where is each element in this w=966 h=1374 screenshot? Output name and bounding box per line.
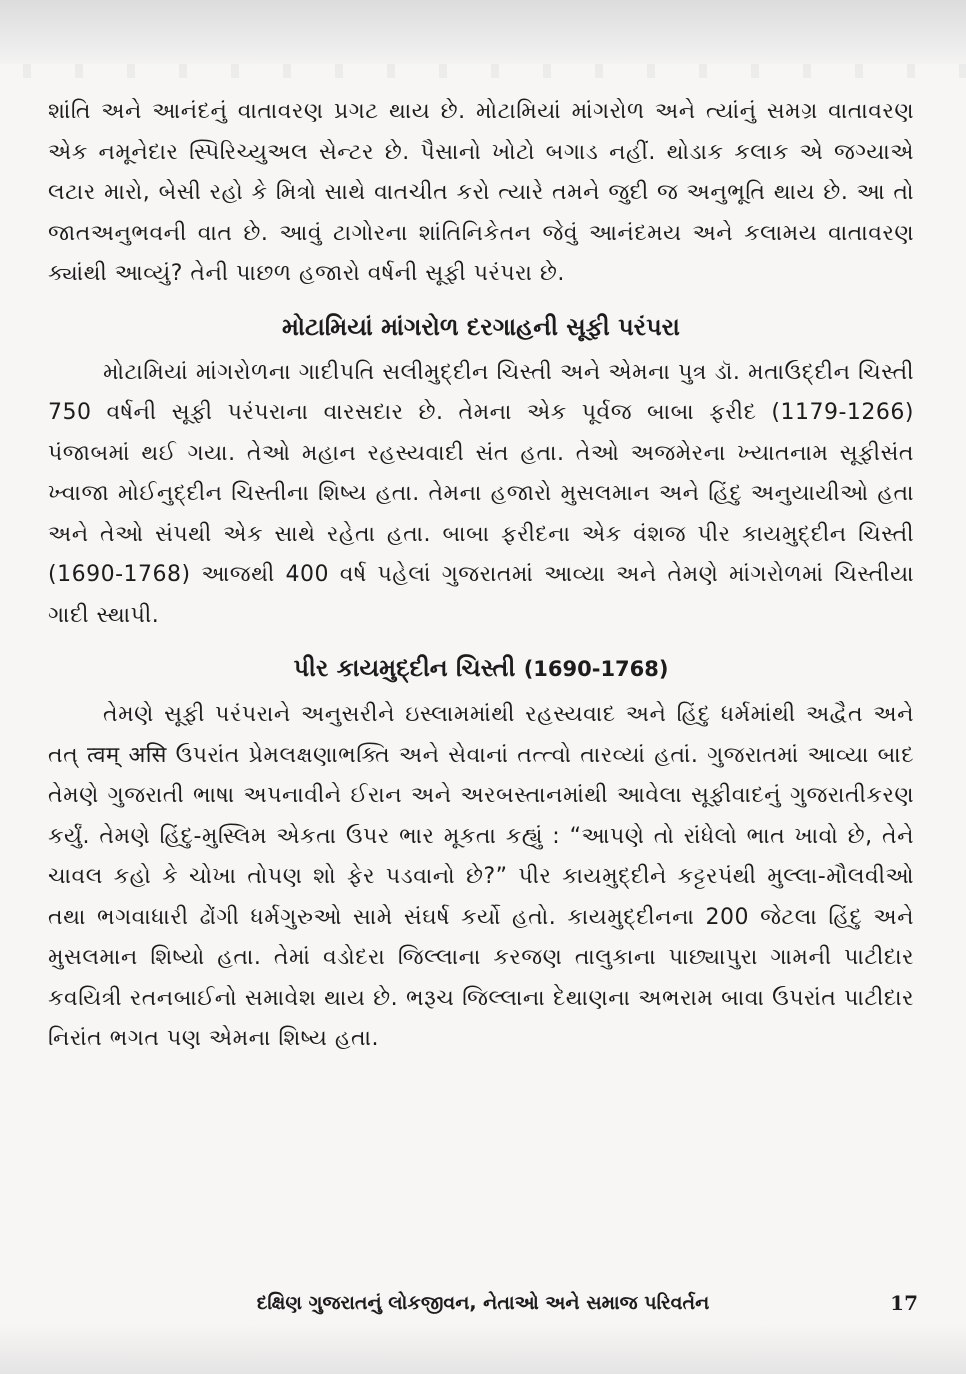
section-heading-pir-text: પીર કાયમુદ્દીન ચિસ્તી	[293, 654, 516, 682]
section-heading-dargah-text: મોટામિયાં માંગરોળ દરગાહની સૂફી પરંપરા	[282, 312, 680, 341]
body-paragraph-3: તેમણે સૂફી પરંપરાને અનુસરીને ઇસ્લામમાંથી રહસ્યવાદ અને હિંદુ ધર્મમાંથી અદ્વૈત અને તત્ त्वम् असि ઉપરાંત પ્રેમલક્ષણાભક્તિ અને સેવાનાં તત્ત્વો તારવ્યાં હતાં. ગુજરાતમાં આવ્યા બાદ તેમણે ગુજરાતી ભાષા અપનાવીને ઈરાન અને અરબસ્તાનમાંથી આવેલા સૂફીવાદનું ગુજરાતીકરણ કર્યું. તેમણે હિંદુ-મુસ્લિમ એકતા ઉપર ભાર મૂકતા કહ્યું : “આપણે તો રાંધેલો ભાત ખાવો છે, તેને ચાવલ કહો કે ચોખા તોપણ શો ફેર પડવાનો છે?” પીર કાયમુદ્દીને કટ્ટરપંથી મુલ્લા-મૌલવીઓ તથા ભગવાધારી ઢોંગી ધર્મગુરુઓ સામે સંઘર્ષ કર્યો હતો. કાયમુદ્દીનના 200 જેટલા હિંદુ અને મુસલમાન શિષ્યો હતા. તેમાં વડોદરા જિલ્લાના કરજણ તાલુકાના પાછ્યાપુરા ગામની પાટીદાર કવયિત્રી રતનબાઈનો સમાવેશ થાય છે. ભરૂચ જિલ્લાના દેથાણના અભરામ બાવા ઉપરાંત પાટીદાર નિરાંત ભગત પણ એમના શિષ્ય હતા.	[48, 702, 914, 1051]
page-footer	[48, 1283, 918, 1323]
torn-paper-bottom-edge	[0, 1324, 966, 1374]
page-body	[48, 92, 914, 1060]
section-heading-pir-years: (1690-1768)	[523, 657, 669, 681]
section-heading-pir	[48, 648, 914, 689]
page-number: 17	[890, 1291, 918, 1315]
section-heading-dargah	[48, 307, 914, 347]
book-title-footer: દક્ષિણ ગુજરાતનું લોકજીવન, નેતાઓ અને સમાજ પરિવર્તન	[256, 1292, 710, 1314]
body-paragraph-2: મોટામિયાં માંગરોળના ગાદીપતિ સલીમુદ્દીન ચિસ્તી અને એમના પુત્ર ડૉ. મતાઉદ્દીન ચિસ્તી 750 વર્ષની સૂફી પરંપરાના વારસદાર છે. તેમના એક પૂર્વજ બાબા ફરીદ (1179-1266) પંજાબમાં થઈ ગયા. તેઓ મહાન રહસ્યવાદી સંત હતા. તેઓ અજમેરના ખ્યાતનામ સૂફીસંત ખ્વાજા મોઈનુદ્દીન ચિસ્તીના શિષ્ય હતા. તેમના હજારો મુસલમાન અને હિંદુ અનુયાયીઓ હતા અને તેઓ સંપથી એક સાથે રહેતા હતા. બાબા ફરીદના એક વંશજ પીર કાયમુદ્દીન ચિસ્તી (1690-1768) આજથી 400 વર્ષ પહેલાં ગુજરાતમાં આવ્યા અને તેમણે માંગરોળમાં ચિસ્તીયા ગાદી સ્થાપી.	[48, 359, 914, 628]
body-paragraph-1: શાંતિ અને આનંદનું વાતાવરણ પ્રગટ થાય છે. મોટામિયાં માંગરોળ અને ત્યાંનું સમગ્ર વાતાવરણ એક નમૂનેદાર સ્પિરિચ્યુઅલ સેન્ટર છે. પૈસાનો ખોટો બગાડ નહીં. થોડાક કલાક એ જગ્યાએ લટાર મારો, બેસી રહો કે મિત્રો સાથે વાતચીત કરો ત્યારે તમને જુદી જ અનુભૂતિ થાય છે. આ તો જાતઅનુભવની વાત છે. આવું ટાગોરના શાંતિનિકેતન જેવું આનંદમય અને કલામય વાતાવરણ ક્યાંથી આવ્યું? તેની પાછળ હજારો વર્ષની સૂફી પરંપરા છે.	[48, 99, 914, 286]
torn-paper-top-edge	[0, 0, 966, 72]
